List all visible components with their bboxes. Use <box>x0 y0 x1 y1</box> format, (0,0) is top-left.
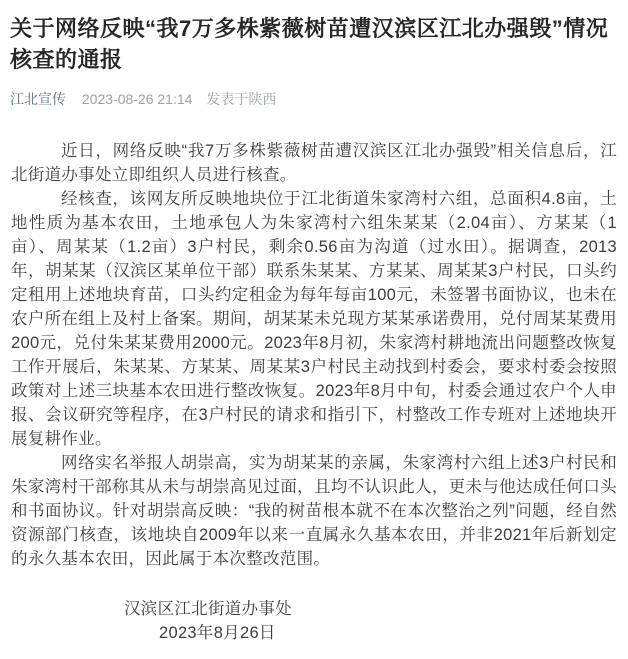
body-paragraph-3: 网络实名举报人胡崇高，实为胡某某的亲属，朱家湾村六组上述3户村民和朱家湾村干部称其从未与胡崇高见过面，且均不认识此人，更未与他达成任何口头和书面协议。针对胡崇高反映：“我的树苗根本就不在本次整治之列”问题，经自然资源部门核查，该地块自2009年以来一直属永久基本农田，并非2021年后新划定的永久基本农田，因此属于本次整改范围。 <box>11 454 617 568</box>
article-byline <box>0 75 628 109</box>
signature-block <box>11 597 617 645</box>
signature-date: 2023年8月26日 <box>159 624 276 642</box>
publish-location: 发表于陕西 <box>206 91 277 107</box>
article-title: 关于网络反映“我7万多株紫薇树苗遭汉滨区江北办强毁”情况核查的通报 <box>10 16 609 72</box>
publish-datetime: 2023-08-26 21:14 <box>81 91 193 107</box>
body-paragraph-2: 经核查，该网友所反映地块位于江北街道朱家湾村六组，总面积4.8亩，土地性质为基本农田，土地承包人为朱家湾村六组朱某某（2.04亩）、方某某（1亩）、周某某（1.2亩）3户村民，剩余0.56亩为沟道（过水田）。据调查，2013年，胡某某（汉滨区某单位干部）联系朱某某、方某某、周某某3户村民，口头约定租用上述地块育苗，口头约定租金为每年每亩100元，未签署书面协议，也未在农户所在组上及村上备案。期间，胡某某未兑现方某某承诺费用，兑付周某某费用200元，兑付朱某某费用2000元。2023年8月初，朱家湾村耕地流出问题整改恢复工作开展后，朱某某、方某某、周某某3户村民主动找到村委会，要求村委会按照政策对上述三块基本农田进行整改恢复。2023年8月中旬，村委会通过农户个人申报、会议研究等程序，在3户村民的请求和指引下，村整改工作专班对上述地块开展复耕作业。 <box>11 190 617 448</box>
signature-org: 汉滨区江北街道办事处 <box>124 600 292 618</box>
account-name-link[interactable]: 江北宣传 <box>10 91 66 107</box>
article-body <box>0 109 628 645</box>
body-paragraph-1: 近日，网络反映“我7万多株紫薇树苗遭汉滨区江北办强毁”相关信息后，江北街道办事处立即组织人员进行核查。 <box>11 142 617 184</box>
